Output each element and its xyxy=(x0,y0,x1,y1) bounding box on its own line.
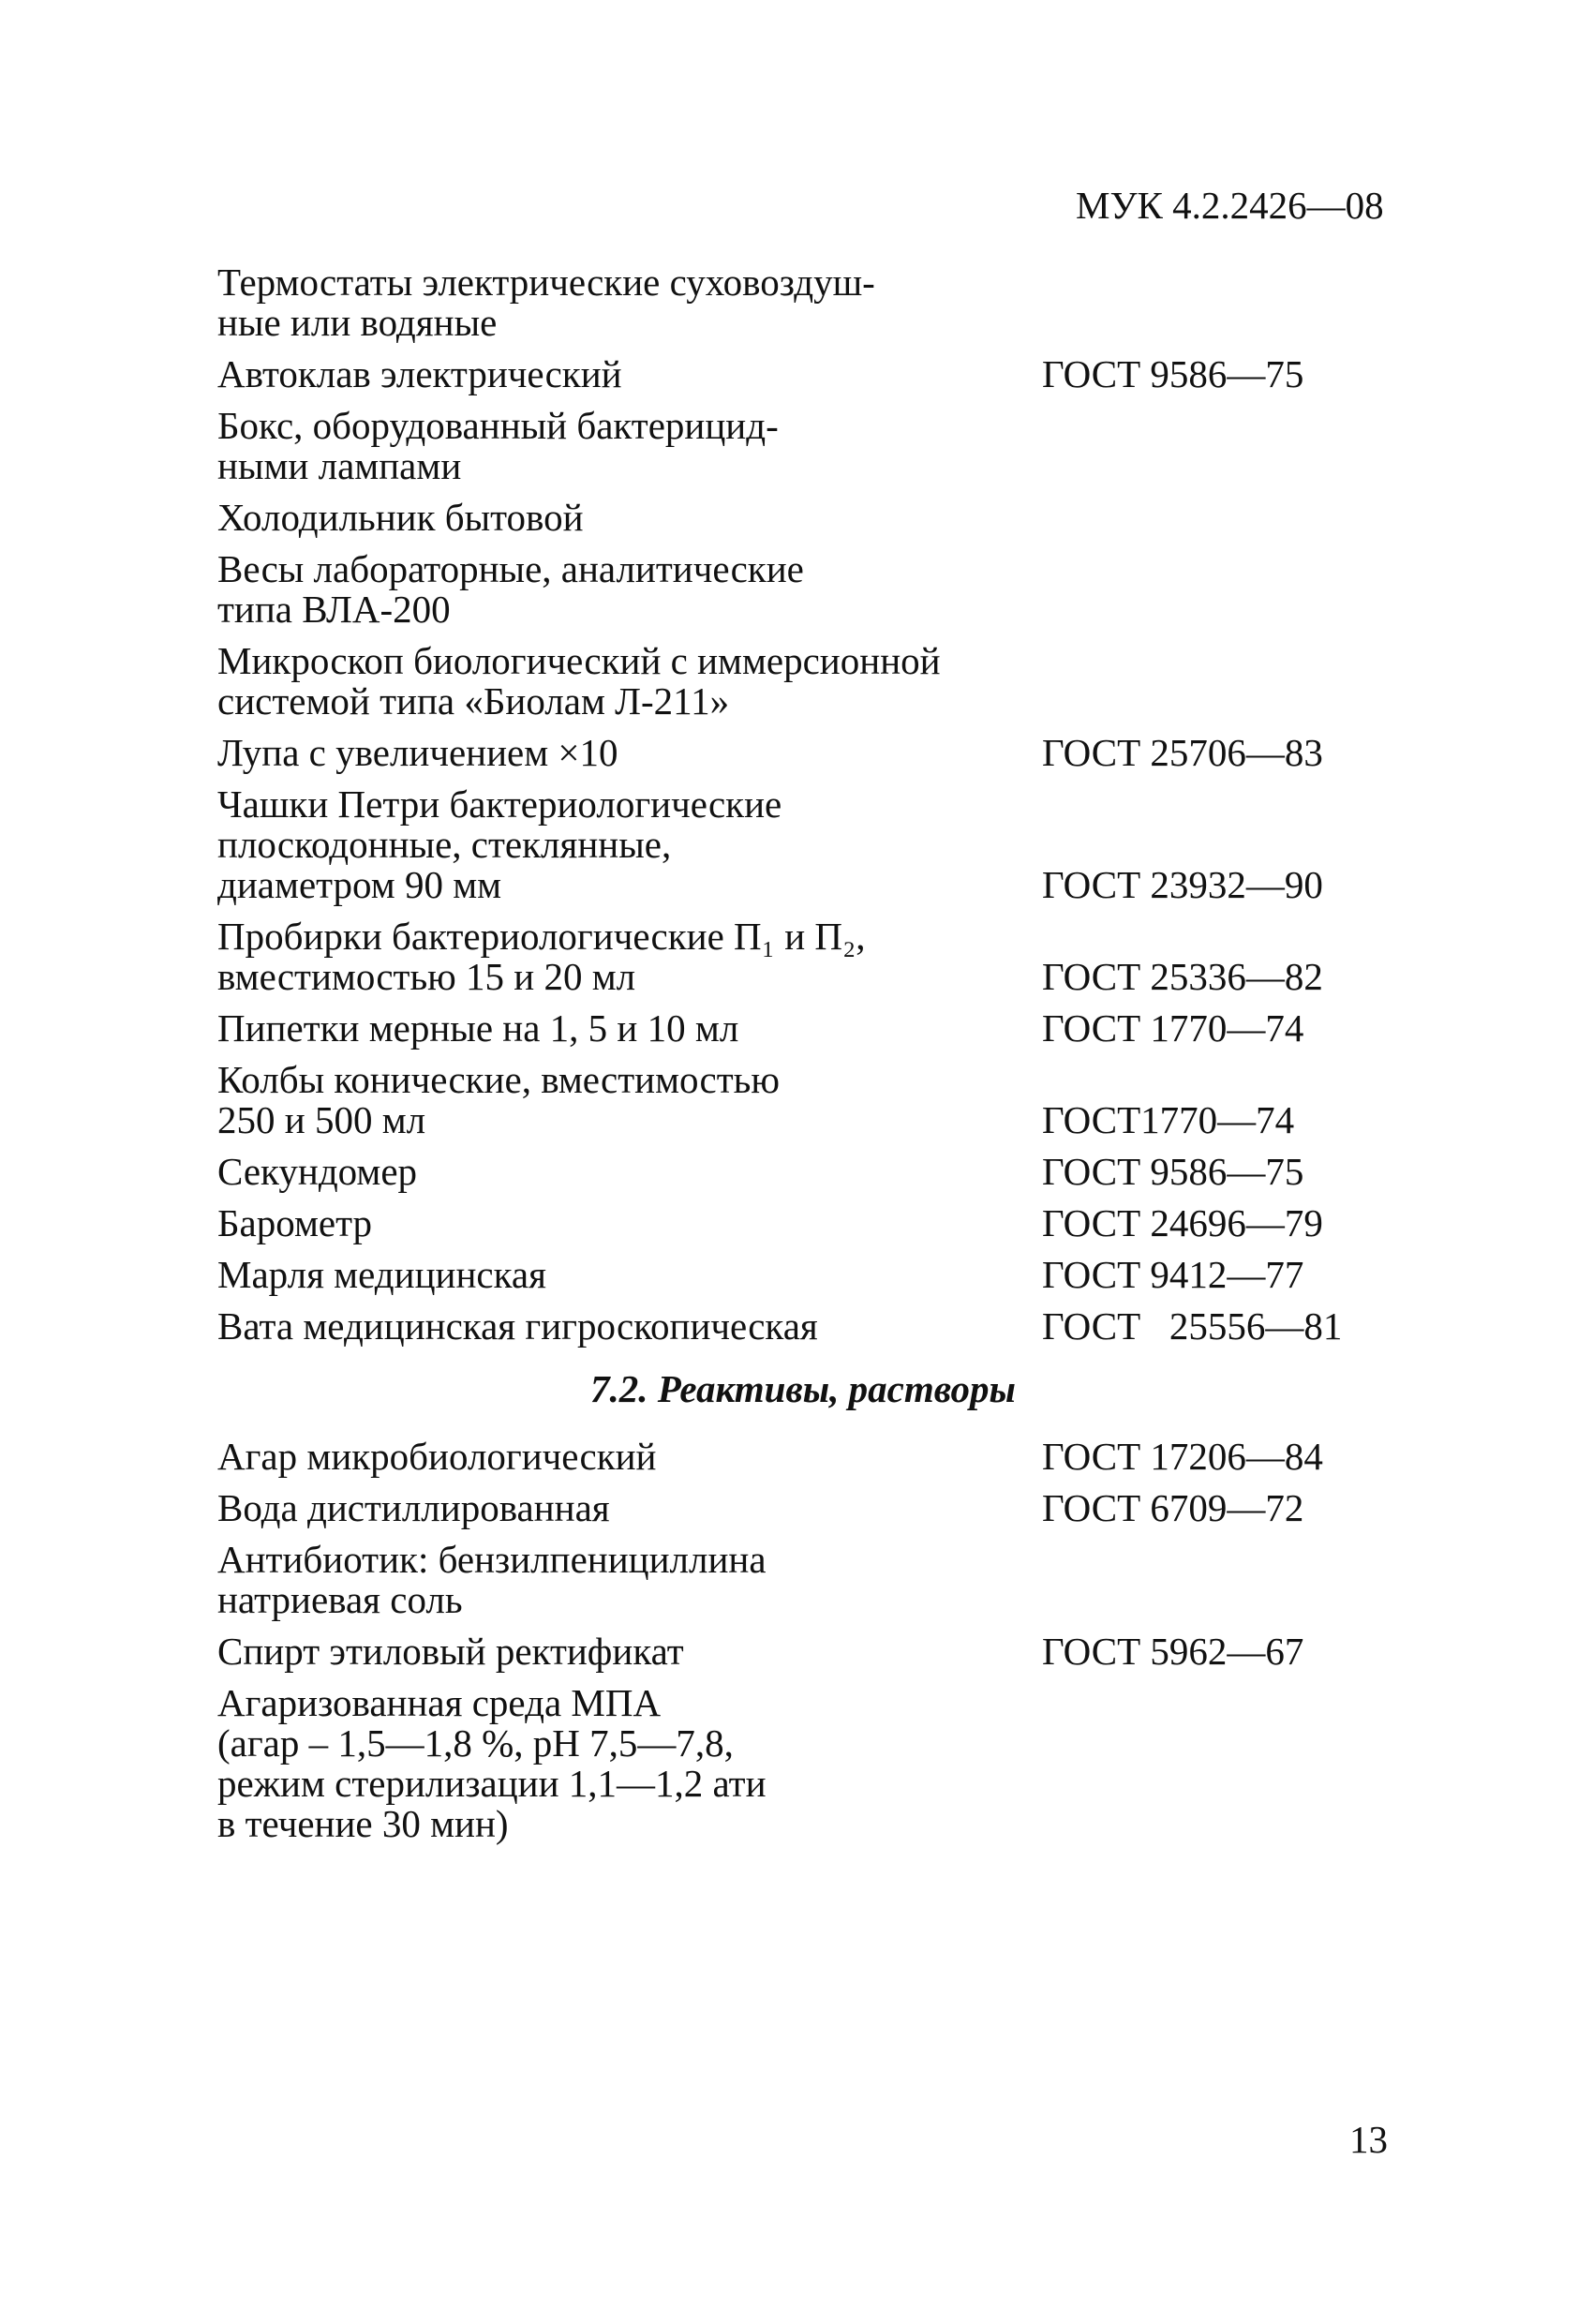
equipment-item-row xyxy=(217,1306,1398,1347)
equipment-item-standard: ГОСТ 1770—74 xyxy=(1042,1006,1304,1050)
equipment-item-name-line: типа ВЛА-200 xyxy=(217,588,451,631)
equipment-item-name xyxy=(217,1255,1042,1295)
reagent-item-row xyxy=(217,1683,1398,1844)
equipment-item-name xyxy=(217,354,1042,395)
reagent-item-name-line: Агар микробиологический xyxy=(217,1435,657,1478)
equipment-item-name xyxy=(217,1008,1042,1049)
equipment-item-row xyxy=(217,733,1398,773)
equipment-item-row xyxy=(217,1203,1398,1244)
equipment-item-name-line: Секундомер xyxy=(217,1150,418,1193)
section-title: 7.2. Реактивы, растворы xyxy=(590,1367,1016,1410)
equipment-item-name xyxy=(217,1203,1042,1244)
equipment-item-row xyxy=(217,549,1398,630)
equipment-item-name-line: Колбы конические, вместимостью xyxy=(217,1058,780,1101)
reagent-item-name-line: Спирт этиловый ректификат xyxy=(217,1630,684,1673)
reagent-item-name-line: режим стерилизации 1,1—1,2 ати xyxy=(217,1762,767,1805)
document-code: МУК 4.2.2426—08 xyxy=(1076,184,1384,227)
reagent-item-name-line: Агаризованная среда МПА xyxy=(217,1681,662,1724)
equipment-item-name-line: Пипетки мерные на 1, 5 и 10 мл xyxy=(217,1006,739,1050)
equipment-item-standard: ГОСТ 9586—75 xyxy=(1042,1150,1304,1193)
equipment-item-row xyxy=(217,1255,1398,1295)
equipment-item-name-line: плоскодонные, стеклянные, xyxy=(217,823,672,866)
equipment-item-name-line: ные или водяные xyxy=(217,301,498,344)
reagent-item-name-line: Антибиотик: бензилпенициллина xyxy=(217,1538,767,1581)
equipment-item-row xyxy=(217,498,1398,538)
reagent-item-name xyxy=(217,1540,1042,1620)
page-number: 13 xyxy=(1349,2118,1388,2161)
equipment-item-name xyxy=(217,498,1042,538)
equipment-item-row xyxy=(217,641,1398,722)
reagents-list xyxy=(217,1437,1398,1844)
reagent-item-name xyxy=(217,1683,1042,1844)
equipment-item-name-line: Лупа с увеличением ×10 xyxy=(217,731,618,774)
equipment-item-name xyxy=(217,1152,1042,1192)
equipment-item-row xyxy=(217,1008,1398,1049)
equipment-item-name-line: Термостаты электрические суховоздуш- xyxy=(217,261,875,304)
equipment-item-name xyxy=(217,916,1042,997)
equipment-item-standard: ГОСТ 9412—77 xyxy=(1042,1253,1304,1296)
reagent-item-standard: ГОСТ 6709—72 xyxy=(1042,1486,1304,1529)
reagent-item-name-line: Вода дистиллированная xyxy=(217,1486,610,1529)
reagent-item-row xyxy=(217,1631,1398,1672)
equipment-item-standard: ГОСТ 9586—75 xyxy=(1042,352,1304,395)
equipment-item-name xyxy=(217,406,1042,486)
equipment-item-name xyxy=(217,262,1042,343)
equipment-item-standard: ГОСТ 24696—79 xyxy=(1042,1201,1323,1244)
equipment-item-standard: ГОСТ 25706—83 xyxy=(1042,731,1323,774)
equipment-item-row xyxy=(217,1152,1398,1192)
reagent-item-row xyxy=(217,1488,1398,1528)
equipment-item-name-line: диаметром 90 мм xyxy=(217,863,502,906)
equipment-list xyxy=(217,262,1398,1347)
equipment-item-standard: ГОСТ 23932—90 xyxy=(1042,863,1323,906)
reagent-item-row xyxy=(217,1437,1398,1477)
equipment-item-row xyxy=(217,354,1398,395)
equipment-item-name-line: Бокс, оборудованный бактерицид- xyxy=(217,404,779,447)
equipment-item-name xyxy=(217,641,1042,722)
equipment-item-name-line: вместимостью 15 и 20 мл xyxy=(217,955,636,998)
equipment-item-name-line: Холодильник бытовой xyxy=(217,496,584,539)
equipment-item-name xyxy=(217,1306,1042,1347)
equipment-item-name-line: Пробирки бактериологические П₁ и П₂, xyxy=(217,915,866,958)
reagent-item-standard: ГОСТ 5962—67 xyxy=(1042,1630,1304,1673)
equipment-item-row xyxy=(217,916,1398,997)
equipment-item-name xyxy=(217,549,1042,630)
equipment-item-name-line: Микроскоп биологический с иммерсионной xyxy=(217,639,941,682)
reagent-item-name-line: (агар – 1,5—1,8 %, рН 7,5—7,8, xyxy=(217,1721,734,1765)
equipment-item-name-line: Барометр xyxy=(217,1201,373,1244)
equipment-item-name-line: ными лампами xyxy=(217,444,462,487)
equipment-item-standard: ГОСТ1770—74 xyxy=(1042,1098,1295,1141)
equipment-item-row xyxy=(217,262,1398,343)
equipment-item-name-line: Весы лабораторные, аналитические xyxy=(217,547,804,590)
reagent-item-name xyxy=(217,1437,1042,1477)
equipment-item-name-line: системой типа «Биолам Л-211» xyxy=(217,679,730,723)
reagent-item-name-line: натриевая соль xyxy=(217,1578,463,1621)
reagent-item-standard: ГОСТ 17206—84 xyxy=(1042,1435,1323,1478)
equipment-item-name-line: Автоклав электрический xyxy=(217,352,622,395)
equipment-item-standard: ГОСТ 25336—82 xyxy=(1042,955,1323,998)
equipment-item-name-line: Вата медицинская гигроскопическая xyxy=(217,1304,818,1348)
equipment-item-row xyxy=(217,1060,1398,1140)
equipment-item-name-line: Чашки Петри бактериологические xyxy=(217,782,782,826)
reagent-item-row xyxy=(217,1540,1398,1620)
reagent-item-name-line: в течение 30 мин) xyxy=(217,1802,509,1845)
equipment-item-row xyxy=(217,784,1398,905)
content xyxy=(217,262,1398,1855)
equipment-item-name-line: 250 и 500 мл xyxy=(217,1098,426,1141)
reagent-item-name xyxy=(217,1488,1042,1528)
reagent-item-name xyxy=(217,1631,1042,1672)
equipment-item-row xyxy=(217,406,1398,486)
equipment-item-name-line: Марля медицинская xyxy=(217,1253,546,1296)
equipment-item-name xyxy=(217,733,1042,773)
equipment-item-standard: ГОСТ 25556—81 xyxy=(1042,1304,1343,1348)
equipment-item-name xyxy=(217,1060,1042,1140)
equipment-item-name xyxy=(217,784,1042,905)
